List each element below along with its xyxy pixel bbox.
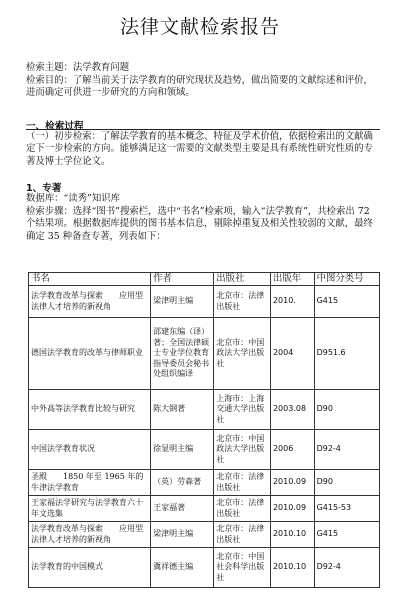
subheading-monographs: 1、专著 [26,183,62,194]
database-line: 数据库：“读秀”知识库 [26,193,120,204]
cell-title: 王家福法学研究与法学教育六十年文选集 [29,496,151,522]
cell-title: 法学教育改革与探索 应用型法律人才培养的新视角 [29,522,151,548]
cell-publisher: 北京市：法律出版社 [214,522,271,548]
cell-publisher: 北京市：法律出版社 [214,286,271,318]
cell-year: 2010.10 [270,522,314,548]
cell-title: 中国法学教育状况 [29,430,151,470]
cell-title: 法学教育改革与探索 应用型法律人才培养的新视角 [29,286,151,318]
cell-classification: D951.6 [314,318,379,390]
table-row [29,430,380,470]
header-publisher: 出版社 [214,273,271,286]
search-steps-paragraph: 检索步骤：选择“图书”搜索栏，选中“书名”检索项，输入“法学教育”，共检索出 72 个结果项。根据数据库提供的图书基本信息，剔除掉重复及相关性较弱的文献，最终确定 35 种备查专著，列表如下： [26,206,373,242]
cell-title: 德国法学教育的改革与律师职业 [29,318,151,390]
cell-classification: D90 [314,470,379,496]
cell-year: 2006 [270,430,314,470]
table-row [29,470,380,496]
header-author: 作者 [151,273,214,286]
cell-publisher: 北京市：法律出版社 [214,470,271,496]
cell-author: 邵建东编（译）著；全国法律硕士专业学位教育指导委员会秘书处组织编译 [151,318,214,390]
cell-author: 冀祥德主编 [151,548,214,588]
cell-publisher: 上海市：上海交通大学出版社 [214,390,271,430]
table-row [29,548,380,588]
cell-year: 2004 [270,318,314,390]
cell-classification: D90 [314,390,379,430]
cell-classification: G415 [314,286,379,318]
cell-year: 2010.09 [270,470,314,496]
header-title: 书名 [29,273,151,286]
cell-classification: D92-4 [314,430,379,470]
table-row [29,318,380,390]
search-topic: 检索主题：法学教育问题 [26,62,130,73]
cell-author: 陈大钢著 [151,390,214,430]
book-table [28,272,380,588]
initial-search-paragraph: （一）初步检索：了解法学教育的基本概念、特征及学术价值，依据检索出的文献确定下一步检索的方向。能够满足这一需要的文献类型主要是具有系统性研究性质的专著及博士学位论文。 [26,131,373,167]
cell-publisher: 北京市：中国社会科学出版社 [214,548,271,588]
cell-year: 2010.10 [270,548,314,588]
table-row [29,390,380,430]
search-purpose: 检索目的：了解当前关于法学教育的研究现状及趋势，做出简要的文献综述和评价，进而确定可供进一步研究的方向和领域。 [26,75,373,99]
header-classification: 中图分类号 [314,273,379,286]
header-year: 出版年 [270,273,314,286]
section-heading-process: 一、检索过程 [26,121,84,132]
cell-classification: G415-53 [314,496,379,522]
cell-year: 2010. [270,286,314,318]
cell-author: 徐显明主编 [151,430,214,470]
cell-publisher: 北京市：法律出版社 [214,496,271,522]
cell-publisher: 北京市：中国政法大学出版社 [214,318,271,390]
cell-author: （英）劳森著 [151,470,214,496]
cell-title: 圣殿 1850 年至 1965 年的牛津法学教育 [29,470,151,496]
cell-title: 法学教育的中国模式 [29,548,151,588]
cell-publisher: 北京市：中国政法大学出版社 [214,430,271,470]
table-row [29,496,380,522]
cell-author: 梁津明主编 [151,522,214,548]
cell-classification: D92-4 [314,548,379,588]
cell-year: 2010.09 [270,496,314,522]
cell-title: 中外高等法学教育比较与研究 [29,390,151,430]
cell-author: 王家福著 [151,496,214,522]
cell-author: 梁津明主编 [151,286,214,318]
cell-classification: G415 [314,522,379,548]
page-title: 法律文献检索报告 [119,16,280,38]
table-row [29,522,380,548]
table-row [29,286,380,318]
section-divider [26,129,380,130]
cell-year: 2003.08 [270,390,314,430]
table-header-row [29,273,380,286]
